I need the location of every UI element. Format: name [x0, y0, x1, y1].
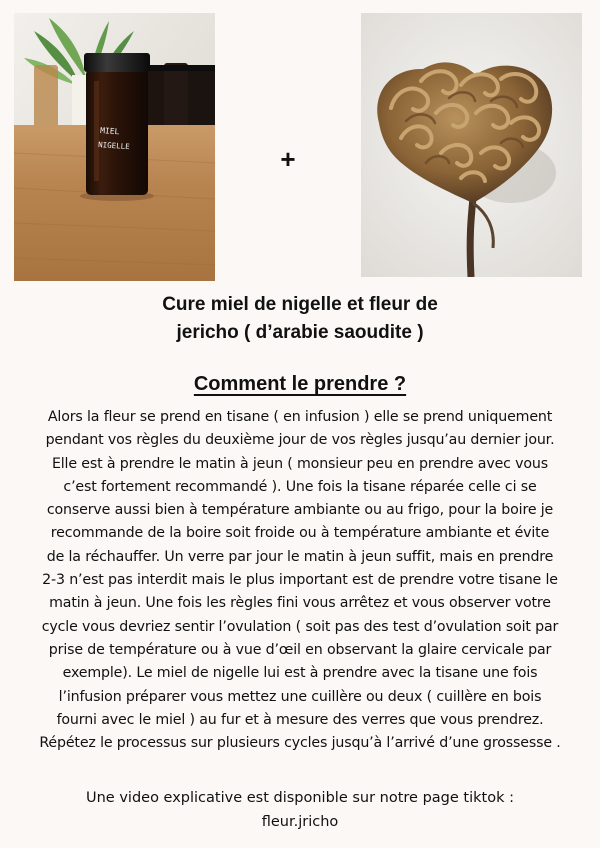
paragraph-line: c’est fortement recommandé ). Une fois la tisane réparée celle ci se — [63, 478, 537, 495]
title-line-1: Cure miel de nigelle et fleur de — [162, 294, 438, 315]
rose-of-jericho-photo — [361, 13, 582, 277]
svg-text:NIGELLE: NIGELLE — [97, 140, 131, 152]
plus-sign: + — [280, 144, 296, 174]
paragraph-line: Alors la fleur se prend en tisane ( en infusion ) elle se prend uniquement — [47, 409, 553, 425]
tiktok-handle: fleur.jricho — [261, 814, 339, 830]
paragraph-line: conserve aussi bien à température ambiante ou au frigo, pour la boire je — [46, 502, 554, 519]
paragraph-line: Répétez le processus sur plusieurs cycles jusqu’à l’arrivé d’une grossesse . — [39, 735, 561, 752]
paragraph-line: recommande de la boire soit froide ou à température ambiante et évite — [50, 525, 550, 542]
paragraph-line: prise de température ou à vue d’œil en observant la glaire cervicale par — [48, 641, 552, 658]
paragraph-line: matin à jeun. Une fois les règles fini vous arrêtez et vous observer votre — [49, 595, 551, 612]
footer-line-1: Une video explicative est disponible sur notre page tiktok : — [86, 790, 514, 806]
paragraph-line: pendant vos règles du deuxième jour de vos règles jusqu’au dernier jour. — [45, 432, 555, 449]
title-line-2: jericho ( d’arabie saoudite ) — [176, 322, 424, 343]
paragraph-line: l’infusion préparer vous mettez une cuillère ou deux ( cuillère en bois — [58, 688, 542, 705]
paragraph-line: Elle est à prendre le matin à jeun ( monsieur peu en prendre avec vous — [51, 455, 549, 472]
instructions-paragraph — [6, 406, 594, 755]
footer-note — [20, 786, 580, 834]
page-title — [100, 291, 500, 347]
paragraph-line: cycle vous devriez sentir l’ovulation ( soit pas des test d’ovulation soit par — [41, 618, 559, 635]
paragraph-line: de la réchauffer. Un verre par jour le matin à jeun suffit, mais en prendre — [46, 548, 554, 565]
section-heading-text: Comment le prendre ? — [193, 373, 407, 395]
honey-jar-photo — [14, 13, 215, 281]
paragraph-line: fourni avec le miel ) au fur et à mesure des verres que vous prendrez. — [56, 711, 544, 728]
section-heading — [130, 370, 470, 398]
paragraph-line: 2-3 n’est pas interdit mais le plus important est de prendre votre tisane le — [42, 572, 558, 589]
svg-text:MIEL: MIEL — [99, 126, 120, 137]
paragraph-line: exemple). Le miel de nigelle lui est à prendre avec la tisane une fois — [62, 665, 538, 682]
